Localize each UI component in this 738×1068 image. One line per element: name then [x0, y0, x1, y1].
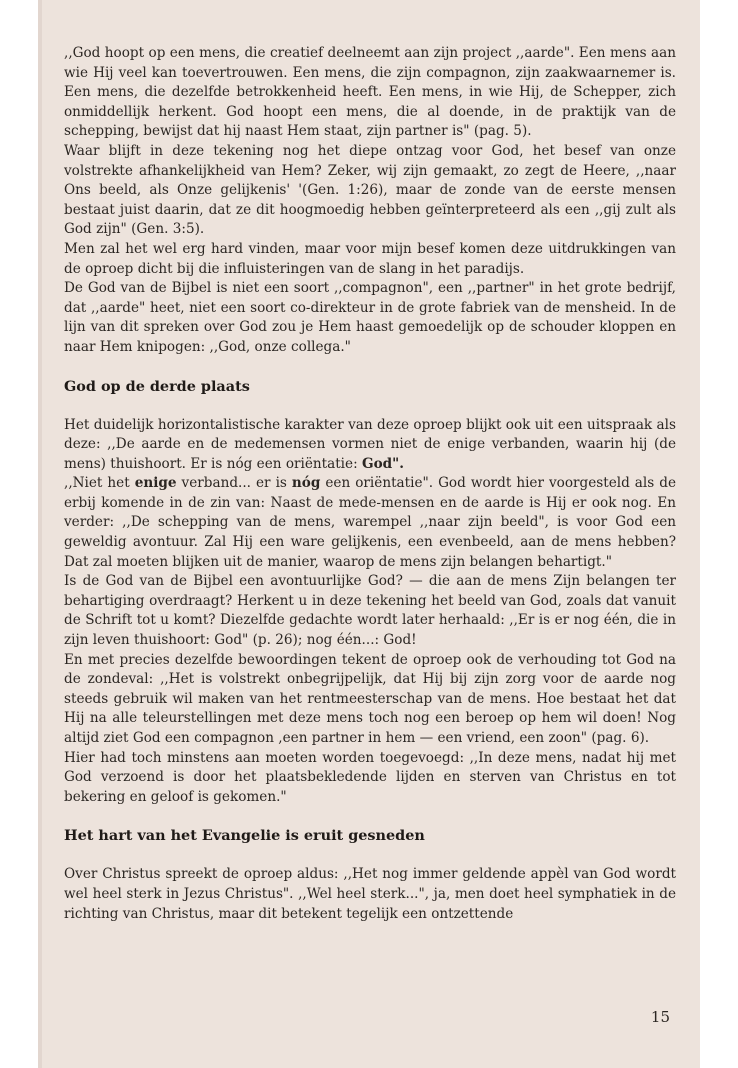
bold-text: nóg: [291, 475, 321, 492]
paragraph-s1-1: [64, 416, 676, 475]
paragraph-intro-4: De God van de Bijbel is niet een soort ,,compagnon", een ,,partner" in het grote bedrijf, dat ,,aarde" heet, niet een soort co-direkteur in de grote fabriek van de mensheid. In de lijn van dit spreken over God zou je Hem haast gemoedelijk op de schouder kloppen en naar Hem knipogen: ,,God, onze collega.": [64, 280, 676, 355]
section-heading-evangelie: Het hart van het Evangelie is eruit gesneden: [64, 827, 425, 845]
text-run: een oriëntatie". God wordt hier voorgesteld als de erbij komende in de zin van: Naast de mede-mensen en de aarde is Hij er ook nog. En verder: ,,De schepping van de mens, warempel ,,naar zijn beeld", is voor God een geweldig avontuur. Zal Hij een ware gelijkenis, een evenbeeld, aan de mens hebben? Dat zal moeten blijken uit de manier, waarop de mens zijn belangen behartigt.": [64, 475, 676, 570]
book-page: [38, 0, 700, 1068]
paragraph-s1-4: En met precies dezelfde bewoordingen tekent de oproep ook de verhouding tot God na de zondeval: ,,Het is volstrekt onbegrijpelijk, dat Hij bij zijn zorg voor de aarde nog steeds gebruik wil maken van het rentmeesterschap van de mens. Hoe bestaat het dat Hij na alle teleurstellingen met deze mens toch nog een beroep op hem wil doen! Nog altijd ziet God een compagnon ,een partner in hem — een vriend, een zoon" (pag. 6).: [64, 651, 676, 746]
page-content: [64, 44, 676, 924]
paragraph-s2-1: Over Christus spreekt de oproep aldus: ,,Het nog immer geldende appèl van God wordt wel heel sterk in Jezus Christus". ,,Wel heel sterk...", ja, men doet heel symphatiek in de richting van Christus, maar dit betekent tegelijk een ontzettende: [64, 866, 676, 922]
paragraph-s1-5: Hier had toch minstens aan moeten worden toegevoegd: ,,In deze mens, nadat hij met God verzoend is door het plaatsbekledende lijden en sterven van Christus en tot bekering en geloof is gekomen.": [64, 749, 676, 805]
text-run: ,,Niet het: [64, 475, 135, 492]
paragraph-s1-3: Is de God van de Bijbel een avontuurlijke God? — die aan de mens Zijn belangen ter behartiging overdraagt? Herkent u in deze tekening het beeld van God, zoals dat vanuit de Schrift tot u komt? Diezelfde gedachte wordt later herhaald: ,,Er is er nog één, die in zijn leven thuishoort: God" (p. 26); nog één...: God!: [64, 573, 676, 649]
section-heading-derde-plaats: God op de derde plaats: [64, 377, 250, 395]
paragraph-s1-2: [64, 474, 676, 572]
paragraph-intro-2: Waar blijft in deze tekening nog het diepe ontzag voor God, het besef van onze volstrekte afhankelijkheid van Hem? Zeker, wij zijn gemaakt, zo zegt de Heere, ,,naar Ons beeld, als Onze gelijkenis' '(Gen. 1:26), maar de zonde van de eerste mensen bestaat juist daarin, dat ze dit hoogmoedig hebben geïnterpreteerd als een ,,gij zult als God zijn" (Gen. 3:5).: [64, 142, 676, 238]
text-run: Het duidelijk horizontalistische karakter van deze oproep blijkt ook uit een uitspraak als deze: ,,De aarde en de medemensen vormen niet de enige verbanden, waarin hij (de mens) thuishoort. Er is nóg een oriëntatie:: [64, 416, 676, 472]
page-number: 15: [650, 1008, 670, 1026]
bold-text: enige: [134, 475, 177, 492]
paragraph-intro-3: Men zal het wel erg hard vinden, maar voor mijn besef komen deze uitdrukkingen van de oproep dicht bij die influisteringen van de slang in het paradijs.: [64, 240, 676, 277]
paragraph-intro-1: ,,God hoopt op een mens, die creatief deelneemt aan zijn project ,,aarde". Een mens aan wie Hij veel kan toevertrouwen. Een mens, die zijn compagnon, zijn zaakwaarnemer is. Een mens, die dezelfde betrokkenheid heeft. Een mens, in wie Hij, de Schepper, zich onmiddellijk herkent. God hoopt een mens, die al doende, in de praktijk van de schepping, bewijst dat hij naast Hem staat, zijn partner is" (pag. 5).: [64, 45, 676, 140]
text-run: verband... er is: [176, 475, 292, 492]
bold-text: God".: [361, 455, 404, 472]
